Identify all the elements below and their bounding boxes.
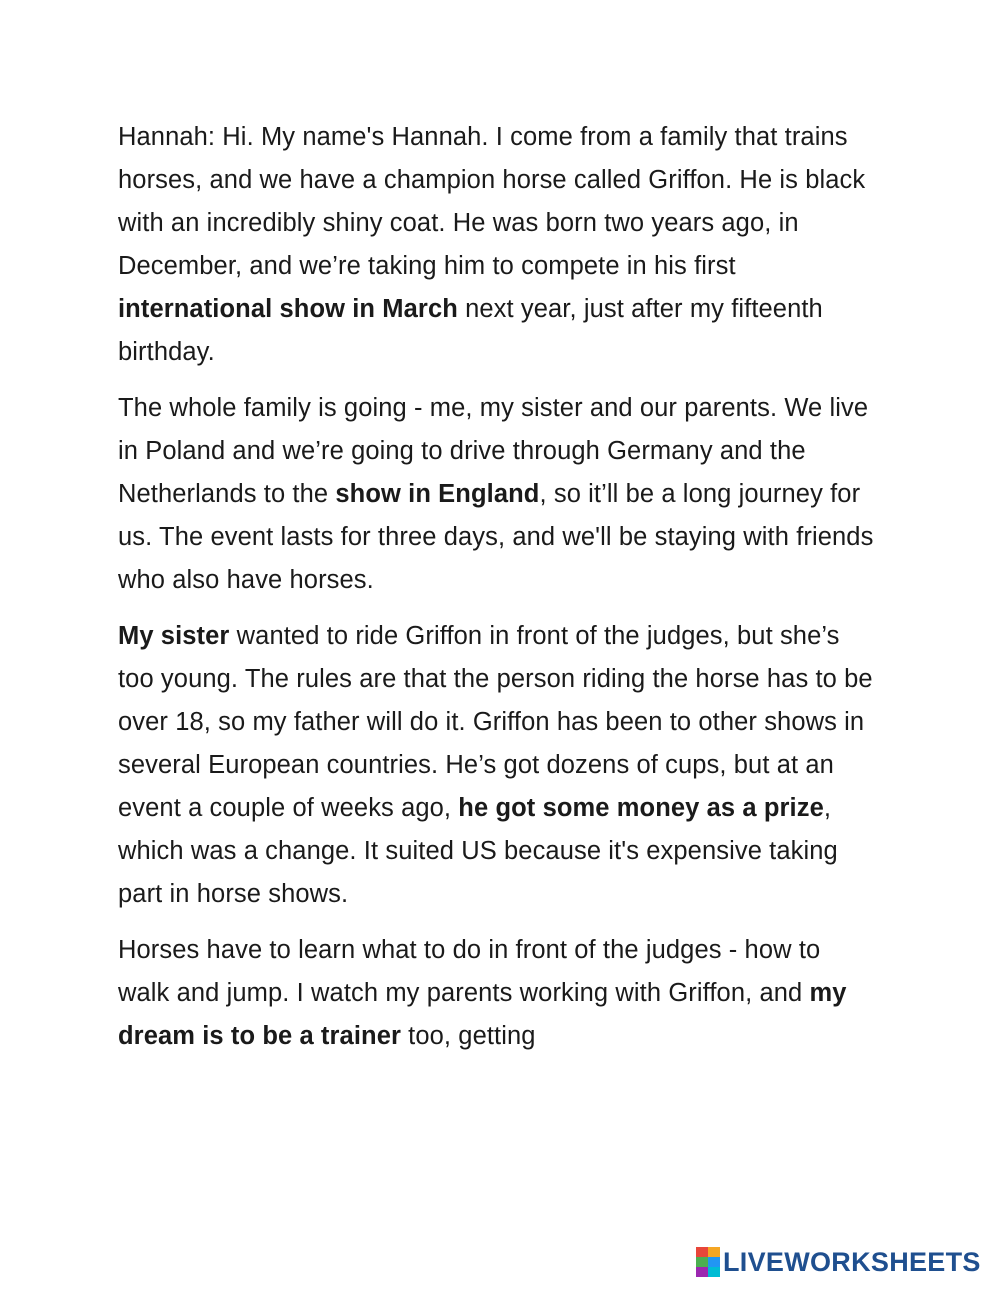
logo-mark-cell xyxy=(708,1267,720,1277)
text-run: next year, just after my fifteenth birthday. xyxy=(118,295,823,366)
text-run: , which was a change. It suited US because it's expensive taking part in horse shows. xyxy=(118,794,838,908)
logo-mark-cell xyxy=(708,1247,720,1257)
highlighted-text: international show in March xyxy=(118,295,458,323)
paragraph-4 xyxy=(118,929,878,1058)
reading-passage xyxy=(118,116,878,1071)
text-run: The whole family is going - me, my sister and our parents. We live in Poland and we’re going to drive through Germany and the Netherlands to the xyxy=(118,394,869,508)
logo-mark-cell xyxy=(696,1267,708,1277)
text-run: too, getting xyxy=(401,1022,536,1050)
text-run: wanted to ride Griffon in front of the judges, but she’s too young. The rules are that the person riding the horse has to be over 18, so my father will do it. Griffon has been to other shows in several European countries. He’s got dozens of cups, but at an event a couple of weeks ago, xyxy=(118,622,873,822)
logo-mark-cell xyxy=(708,1257,720,1267)
highlighted-text: my dream is to be a trainer xyxy=(118,979,847,1050)
text-run: Hannah: Hi. My name's Hannah. I come from a family that trains horses, and we have a champion horse called Griffon. He is black with an incredibly shiny coat. He was born two years ago, in December, and we’re taking him to compete in his first xyxy=(118,123,866,280)
logo-text: LIVEWORKSHEETS xyxy=(723,1246,981,1277)
logo-mark-cell xyxy=(696,1257,708,1267)
logo-mark-icon xyxy=(696,1247,720,1277)
highlighted-text: he got some money as a prize xyxy=(458,794,824,822)
logo-mark-cell xyxy=(696,1247,708,1257)
paragraph-1 xyxy=(118,116,878,374)
paragraph-2 xyxy=(118,387,878,602)
highlighted-text: My sister xyxy=(118,622,230,650)
paragraph-3 xyxy=(118,615,878,916)
text-run: , so it’ll be a long journey for us. The event lasts for three days, and we'll be staying with friends who also have horses. xyxy=(118,480,874,594)
text-run: Horses have to learn what to do in front of the judges - how to walk and jump. I watch my parents working with Griffon, and xyxy=(118,936,821,1007)
highlighted-text: show in England xyxy=(335,480,540,508)
liveworksheets-logo xyxy=(696,1245,981,1279)
